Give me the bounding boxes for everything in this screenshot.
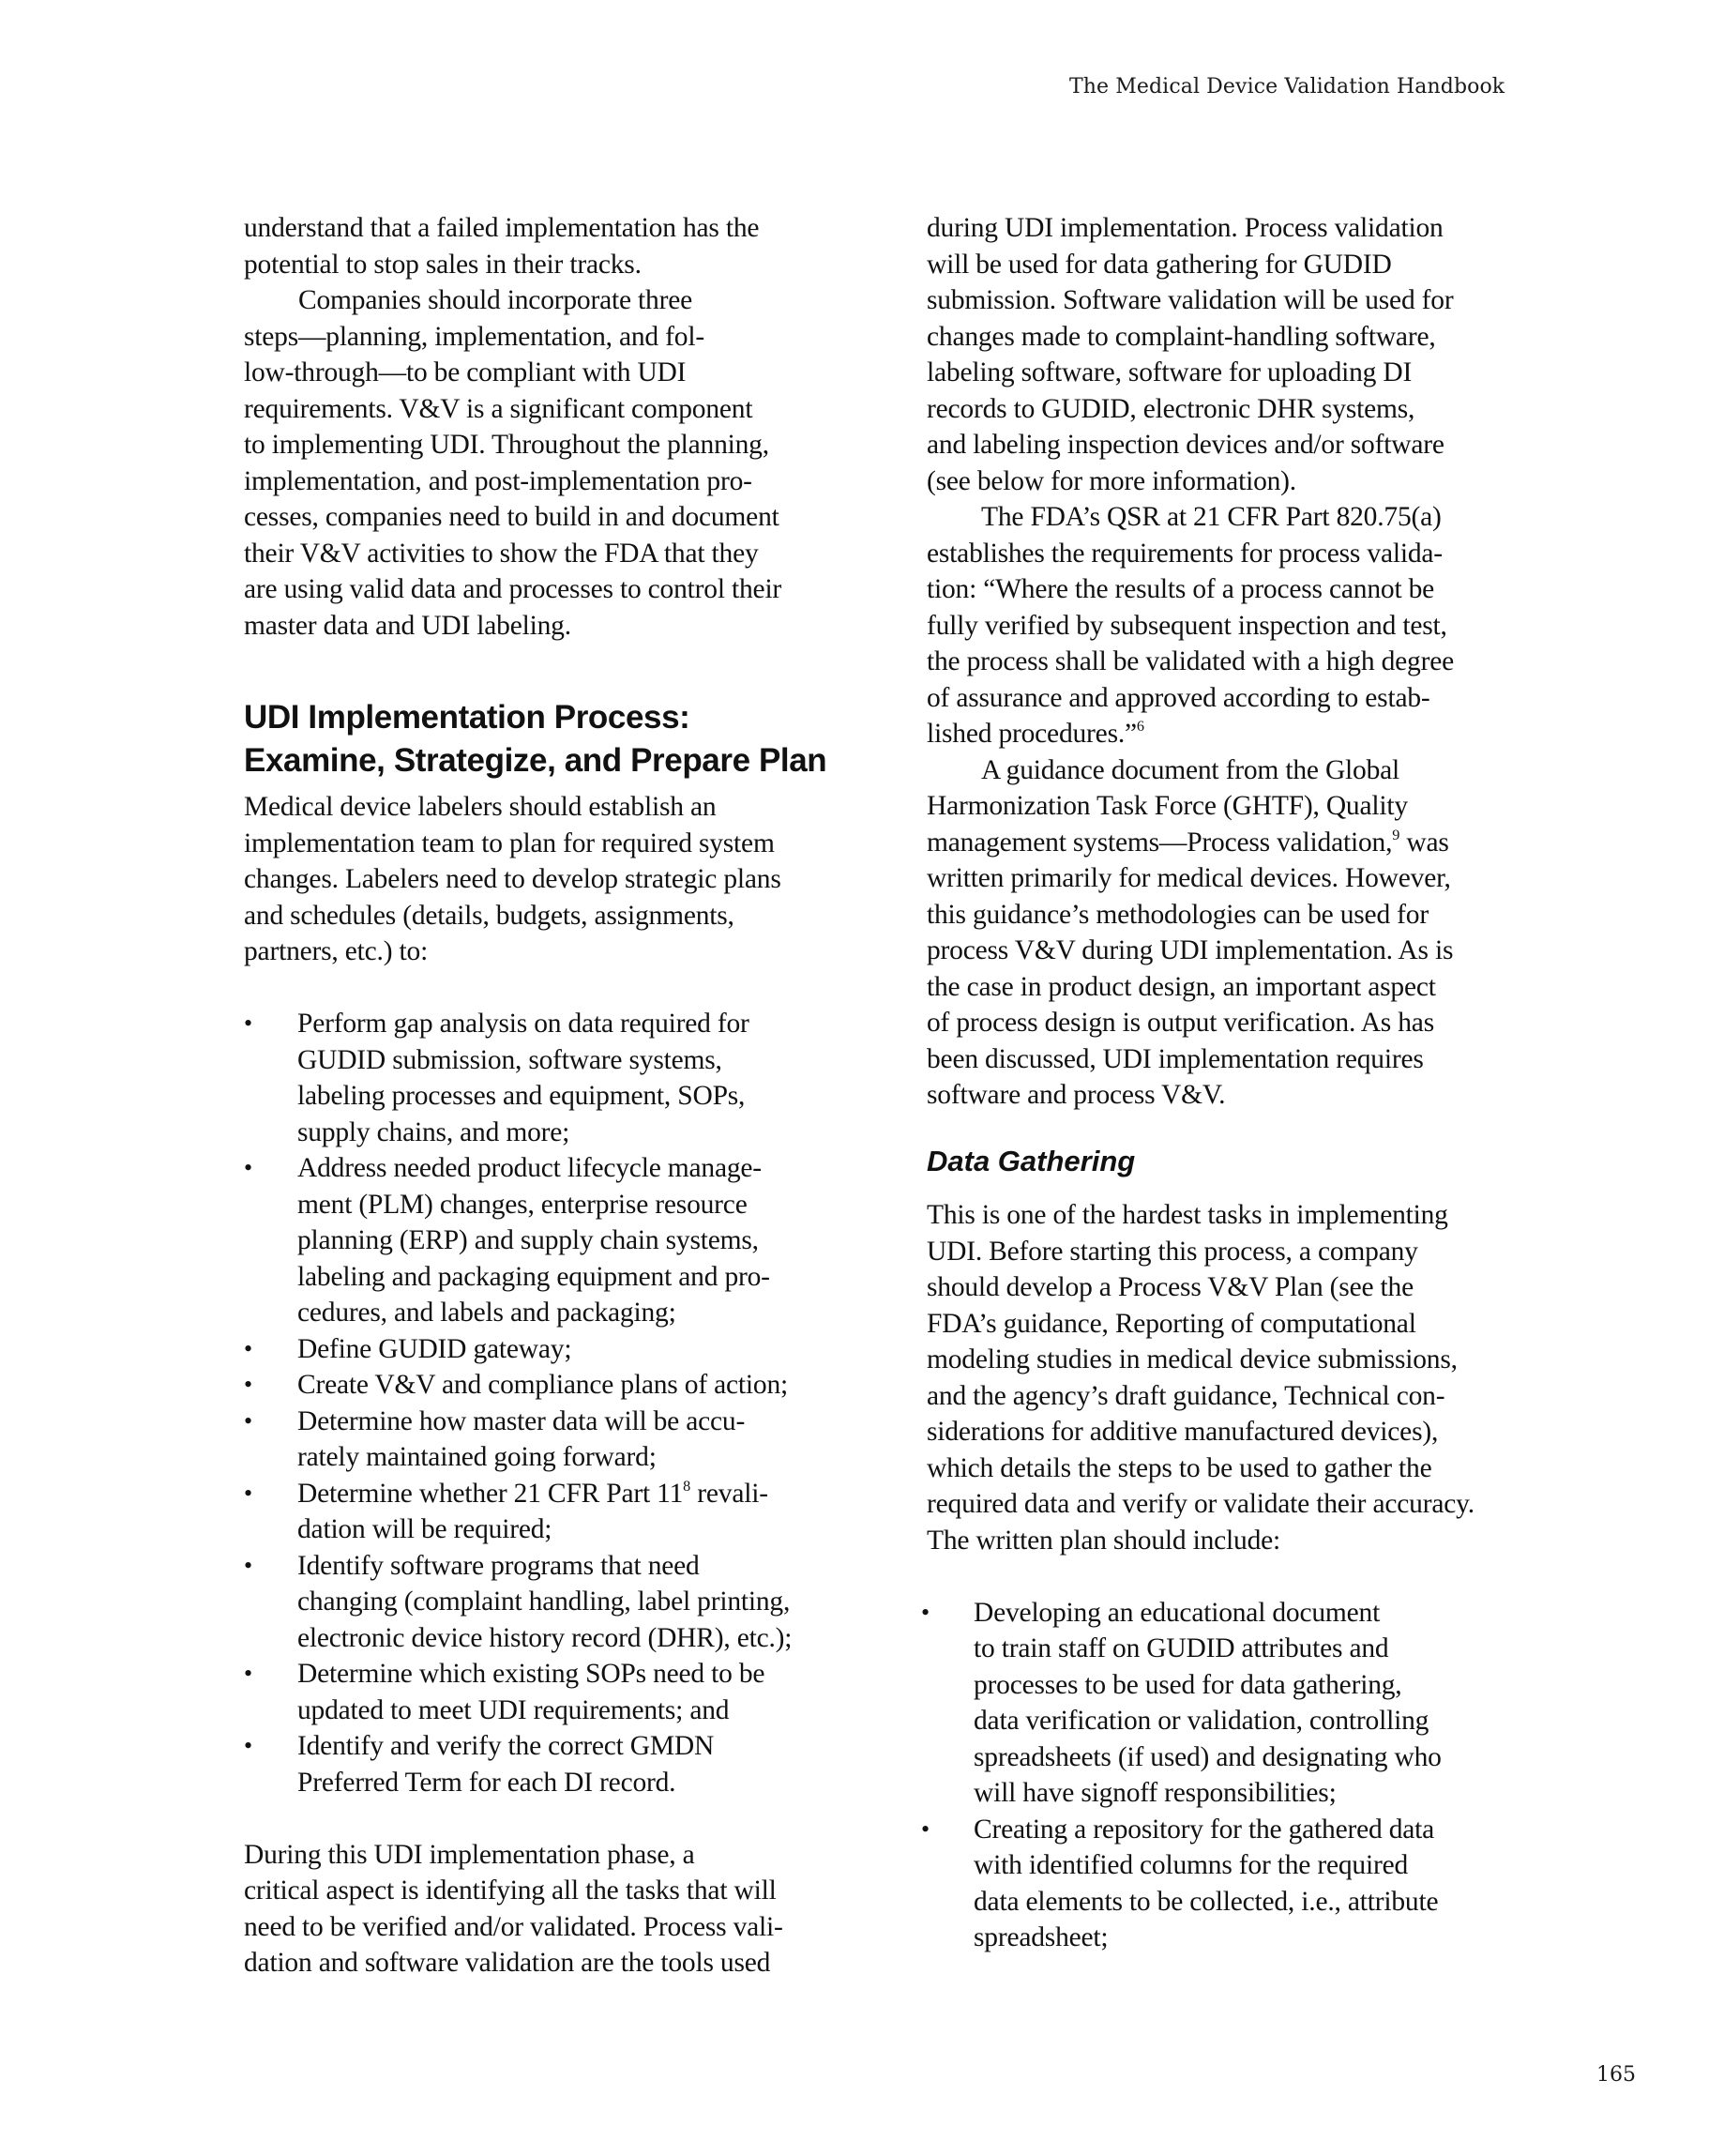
text-line: ment (PLM) changes, enterprise resource [297,1189,748,1220]
text-line: data verification or validation, controlling [974,1706,1429,1736]
text-line: Creating a repository for the gathered data [974,1814,1435,1845]
text-line: with identified columns for the required [974,1850,1409,1880]
footnote-ref-8[interactable]: 8 [683,1477,691,1495]
text-line [927,825,1449,860]
text-line: Define GUDID gateway; [297,1333,572,1364]
text-line: to implementing UDI. Throughout the planning, [244,430,769,460]
text-line: supply chains, and more; [297,1116,570,1147]
text-line: will have signoff responsibilities; [974,1778,1337,1808]
text-line: labeling software, software for uploading DI [927,357,1413,387]
text-line: and schedules (details, budgets, assignments, [244,900,734,931]
text-line: dation and software validation are the tools used [244,1948,771,1978]
text-line: to train staff on GUDID attributes and [974,1633,1389,1663]
text-line: establishes the requirements for process valida- [927,538,1443,569]
text-line: been discussed, UDI implementation requires [927,1043,1424,1074]
text-span: lished procedures.” [927,719,1137,749]
text-line: (see below for more information). [927,465,1296,496]
text-line [927,716,1144,752]
text-line: The FDA’s QSR at 21 CFR Part 820.75(a) [981,502,1442,532]
text-line: potential to stop sales in their tracks. [244,249,642,280]
text-line: updated to meet UDI requirements; and [297,1694,730,1725]
text-line: Companies should incorporate three [298,285,693,315]
text-line: processes to be used for data gathering, [974,1669,1402,1700]
text-line: During this UDI implementation phase, a [244,1839,695,1870]
text-line: dation will be required; [297,1514,552,1544]
bullet-icon: • [921,1814,930,1843]
page-number: 165 [1596,2063,1636,2087]
text-line: of process design is output verification. As has [927,1008,1434,1038]
text-line [297,1476,768,1511]
text-line: low-through—to be compliant with UDI [244,357,687,387]
text-line: UDI. Before starting this process, a company [927,1236,1418,1267]
text-line: steps—planning, implementation, and fol- [244,321,704,352]
bullet-icon: • [244,1406,253,1435]
text-line: planning (ERP) and supply chain systems, [297,1225,759,1255]
text-line: this guidance’s methodologies can be used for [927,899,1429,930]
text-line: software and process V&V. [927,1080,1226,1110]
text-line: tion: “Where the results of a process cannot be [927,574,1435,604]
footnote-ref-9[interactable]: 9 [1392,826,1400,843]
text-line: during UDI implementation. Process validation [927,213,1444,243]
text-line: master data and UDI labeling. [244,610,571,641]
text-line: Developing an educational document [974,1597,1381,1628]
text-line: written primarily for medical devices. However, [927,863,1451,893]
bullet-icon: • [244,1334,253,1362]
text-line: process V&V during UDI implementation. As is [927,935,1454,965]
text-line: which details the steps to be used to gather the [927,1452,1432,1483]
text-line: should develop a Process V&V Plan (see the [927,1272,1414,1302]
heading-line: UDI Implementation Process: [244,699,690,736]
bullet-icon: • [244,1010,253,1037]
text-line: need to be verified and/or validated. Process vali- [244,1911,783,1942]
text-line: Determine how master data will be accu- [297,1405,746,1436]
text-line: changes made to complaint-handling software, [927,321,1436,352]
text-line: partners, etc.) to: [244,936,429,966]
text-span: management systems—Process validation, [927,827,1393,858]
text-line: electronic device history record (DHR), etc.); [297,1622,793,1653]
bullet-icon: • [921,1598,930,1626]
text-line: siderations for additive manufactured devices), [927,1417,1439,1447]
bullet-icon: • [244,1154,253,1181]
text-line: This is one of the hardest tasks in implementing [927,1200,1448,1230]
text-line: GUDID submission, software systems, [297,1044,722,1075]
text-line: understand that a failed implementation has the [244,213,760,243]
text-line: Create V&V and compliance plans of action; [297,1370,788,1400]
text-line: Perform gap analysis on data required for [297,1009,749,1039]
text-line: data elements to be collected, i.e., attribute [974,1886,1439,1917]
text-line: critical aspect is identifying all the tasks that will [244,1875,777,1905]
bullet-icon: • [244,1551,253,1579]
text-line: of assurance and approved according to estab- [927,682,1430,713]
text-line: spreadsheets (if used) and designating who [974,1741,1442,1772]
text-span: revali- [690,1478,768,1509]
text-line: Preferred Term for each DI record. [297,1767,676,1798]
text-line: modeling studies in medical device submissions, [927,1344,1458,1374]
text-line: are using valid data and processes to control their [244,574,782,604]
bullet-icon: • [244,1732,253,1759]
bullet-icon: • [244,1660,253,1687]
text-line: required data and verify or validate their accuracy. [927,1489,1474,1519]
text-line: the process shall be validated with a high degree [927,646,1454,676]
text-line: changes. Labelers need to develop strategic plans [244,864,781,894]
text-line: cedures, and labels and packaging; [297,1298,676,1328]
running-header-title: The Medical Device Validation Handbook [1069,75,1505,99]
subsection-heading: Data Gathering [927,1145,1136,1177]
text-line: records to GUDID, electronic DHR systems, [927,393,1415,424]
text-line: A guidance document from the Global [981,754,1400,785]
bullet-icon: • [244,1479,253,1507]
bullet-icon: • [244,1371,253,1398]
text-line: will be used for data gathering for GUDID [927,249,1392,280]
text-line: requirements. V&V is a significant component [244,393,753,424]
text-line: and labeling inspection devices and/or software [927,430,1444,460]
text-line: their V&V activities to show the FDA that they [244,538,759,569]
text-line: The written plan should include: [927,1525,1281,1556]
text-line: Harmonization Task Force (GHTF), Quality [927,791,1408,821]
text-line: Medical device labelers should establish an [244,792,717,822]
text-line: implementation team to plan for required system [244,827,775,858]
text-line: and the agency’s draft guidance, Technical con- [927,1380,1445,1411]
text-line: Identify and verify the correct GMDN [297,1731,715,1761]
text-line: spreadsheet; [974,1922,1109,1952]
text-line: rately maintained going forward; [297,1442,657,1472]
text-line: Determine which existing SOPs need to be [297,1659,765,1689]
text-line: cesses, companies need to build in and document [244,502,779,532]
text-line: labeling and packaging equipment and pro- [297,1261,770,1292]
text-line: the case in product design, an important aspect [927,971,1436,1002]
text-line: Identify software programs that need [297,1550,700,1581]
text-span: Determine whether 21 CFR Part 11 [297,1478,684,1509]
text-span: was [1399,827,1449,858]
text-line: FDA’s guidance, Reporting of computational [927,1308,1416,1339]
text-line: implementation, and post-implementation pro- [244,465,752,496]
text-line: labeling processes and equipment, SOPs, [297,1081,746,1111]
text-line: submission. Software validation will be used for [927,285,1454,315]
text-line: changing (complaint handling, label printing, [297,1587,791,1617]
heading-line: Examine, Strategize, and Prepare Plan [244,742,827,779]
text-line: fully verified by subsequent inspection and test, [927,610,1447,641]
footnote-ref-6[interactable]: 6 [1136,717,1144,735]
text-line: Address needed product lifecycle manage- [297,1153,762,1183]
